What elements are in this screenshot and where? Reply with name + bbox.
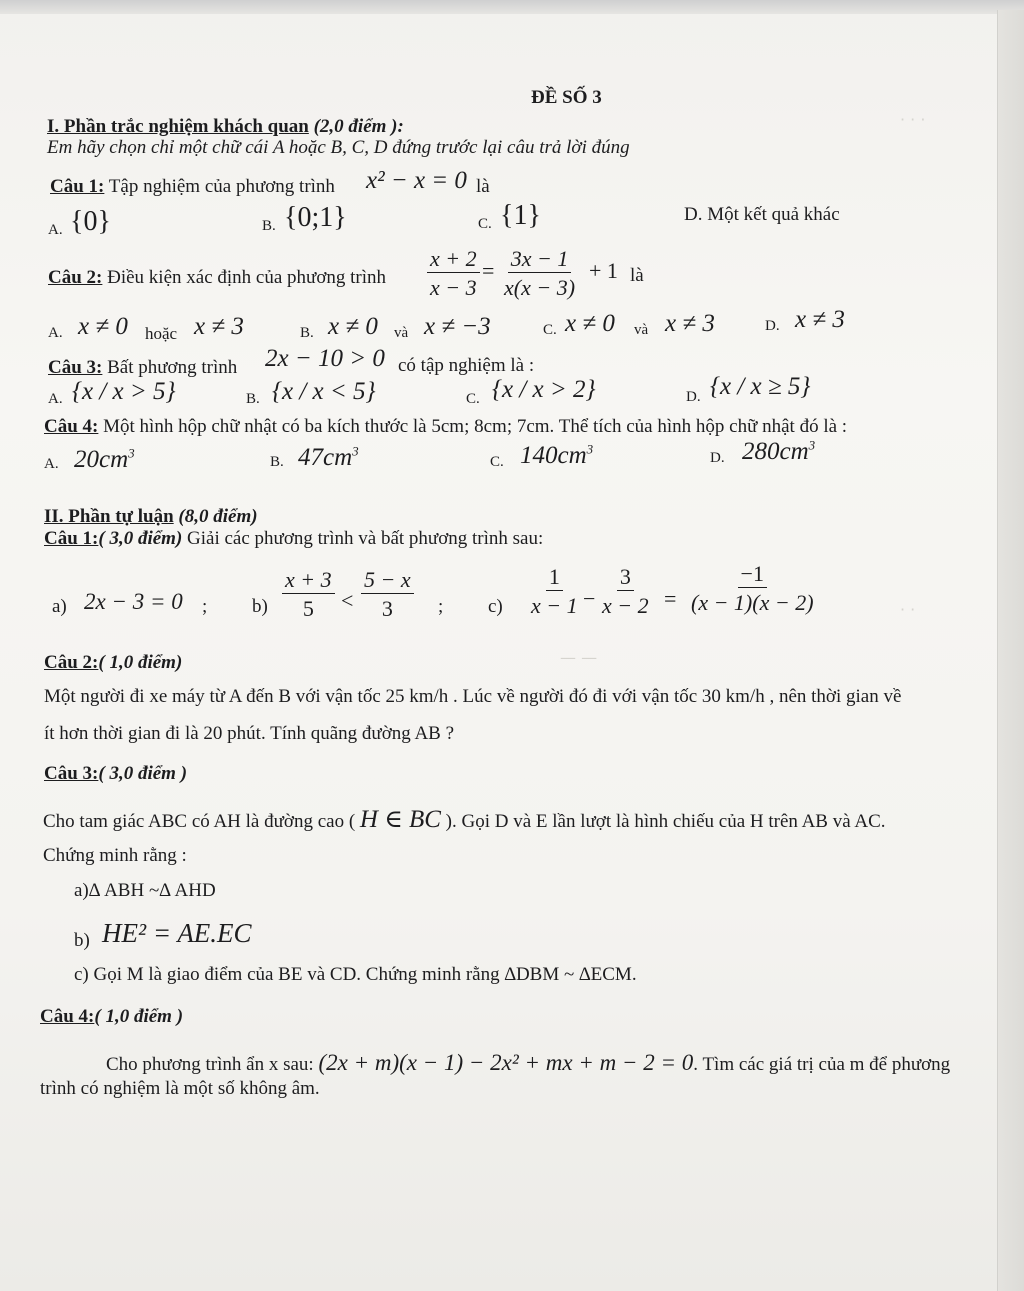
q4-option-b-value: 47cm bbox=[298, 444, 353, 471]
q2-equals: = bbox=[482, 258, 495, 283]
q2-option-c-cond1: x ≠ 0 bbox=[565, 310, 615, 337]
q1-option-b-value: {0;1} bbox=[284, 202, 347, 233]
q2-suffix: là bbox=[630, 265, 644, 286]
c1-b-separator: ; bbox=[438, 596, 444, 617]
q4-option-a-exponent: 3 bbox=[128, 445, 135, 461]
c1-c-denominator2: x − 2 bbox=[602, 593, 649, 619]
c1-c-numerator1: 1 bbox=[546, 565, 563, 591]
show-through-mark: · · · bbox=[900, 110, 926, 129]
q3-inequality bbox=[265, 345, 385, 374]
c3-heading bbox=[44, 763, 187, 785]
q2-fraction-right bbox=[501, 247, 578, 299]
q2-frac1-denominator: x − 3 bbox=[430, 275, 477, 301]
c1-b-denominator2: 3 bbox=[381, 596, 393, 622]
q1-stem bbox=[50, 176, 335, 198]
q3-option-d-letter: D. bbox=[686, 389, 701, 405]
show-through-mark: · · bbox=[900, 600, 916, 619]
q1-option-a-letter: A. bbox=[48, 222, 63, 238]
show-through-mark: — — bbox=[560, 648, 598, 667]
c4-line1-start: Cho phương trình ẩn x sau: bbox=[106, 1054, 314, 1075]
c3-part-c: c) Gọi M là giao điểm của BE và CD. Chứng minh rằng ∆DBM ~ ∆ECM. bbox=[74, 964, 637, 985]
c1-b-numerator1: x + 3 bbox=[282, 568, 335, 594]
q2-frac2-numerator: 3x − 1 bbox=[508, 247, 572, 273]
c1-c-fraction2 bbox=[599, 565, 652, 617]
c3-line2: Chứng minh rằng : bbox=[43, 845, 187, 866]
q2-option-b-cond2: x ≠ −3 bbox=[424, 313, 491, 340]
q4-option-c-letter: C. bbox=[490, 454, 504, 470]
c1-b-less-than: < bbox=[341, 588, 354, 613]
part2-heading: II. Phần tự luận bbox=[44, 506, 174, 527]
q3-option-c-letter: C. bbox=[466, 391, 480, 407]
q2-fraction-left bbox=[427, 247, 480, 299]
c1-c-numerator2: 3 bbox=[617, 565, 634, 591]
exam-title: ĐỀ SỐ 3 bbox=[531, 87, 602, 108]
q3-suffix: có tập nghiệm là : bbox=[398, 355, 535, 376]
q4-option-b bbox=[298, 444, 359, 473]
q3-stem bbox=[48, 357, 237, 379]
c1-b-denominator1: 5 bbox=[302, 596, 314, 622]
q3-inequality-text: 2x − 10 > 0 bbox=[265, 345, 385, 372]
c3-line1-math: H ∈ BC bbox=[359, 806, 441, 833]
q3-option-a-value: {x / x > 5} bbox=[72, 378, 176, 405]
q2-option-c-join: và bbox=[634, 322, 649, 338]
q4-option-d-letter: D. bbox=[710, 450, 725, 466]
c1-b-label: b) bbox=[252, 596, 268, 617]
q4-text: Một hình hộp chữ nhật có ba kích thước là 5cm; 8cm; 7cm. Thể tích của hình hộp chữ nhật đó là : bbox=[103, 416, 848, 437]
c1-a-equation-text: 2x − 3 = 0 bbox=[84, 589, 183, 614]
part2-points: (8,0 điểm) bbox=[178, 506, 258, 527]
q2-option-c-letter: C. bbox=[543, 322, 557, 338]
q2-option-a-letter: A. bbox=[48, 325, 63, 341]
c3-part-b-math: HE² = AE.EC bbox=[102, 918, 252, 948]
c1-c-minus: − bbox=[583, 586, 596, 611]
c4-line1-math: (2x + m)(x − 1) − 2x² + mx + m − 2 = 0 bbox=[318, 1050, 694, 1075]
q1-option-d-letter: D. bbox=[684, 204, 703, 225]
q1-option-c-value: {1} bbox=[500, 200, 541, 231]
c3-line1 bbox=[43, 806, 886, 835]
c1-a-equation bbox=[84, 589, 183, 615]
q2-frac1-numerator: x + 2 bbox=[427, 247, 480, 273]
q4-option-c-exponent: 3 bbox=[586, 441, 594, 457]
q2-stem bbox=[48, 267, 386, 289]
q3-option-c-value: {x / x > 2} bbox=[492, 376, 596, 403]
q1-equation: x² − x = 0 bbox=[366, 167, 467, 194]
q2-option-b-letter: B. bbox=[300, 325, 314, 341]
q2-label: Câu 2: bbox=[48, 267, 103, 288]
q2-option-d-cond1: x ≠ 3 bbox=[795, 306, 845, 333]
q4-stem bbox=[44, 416, 847, 438]
c2-label: Câu 2: bbox=[44, 652, 99, 673]
c3-line1-end: ). Gọi D và E lần lượt là hình chiếu của H trên AB và AC. bbox=[445, 811, 886, 832]
q2-option-b-cond1: x ≠ 0 bbox=[328, 313, 378, 340]
c3-line1-start: Cho tam giác ABC có AH là đường cao ( bbox=[43, 811, 356, 832]
q1-option-d bbox=[684, 204, 840, 226]
c1-c-equals: = bbox=[664, 586, 677, 611]
q2-frac2-denominator: x(x − 3) bbox=[504, 275, 576, 301]
q1-label: Câu 1: bbox=[50, 176, 105, 197]
c1-b-fraction-right bbox=[361, 568, 414, 620]
q4-option-b-exponent: 3 bbox=[352, 443, 359, 459]
q4-option-c-value: 140cm bbox=[520, 442, 587, 469]
part1-instruction: Em hãy chọn chỉ một chữ cái A hoặc B, C, D đứng trước lại câu trả lời đúng bbox=[47, 137, 630, 158]
q4-option-a-value: 20cm bbox=[74, 446, 129, 473]
c1-c-fraction3 bbox=[688, 562, 817, 614]
q4-option-d bbox=[742, 438, 815, 467]
c4-label: Câu 4: bbox=[40, 1006, 95, 1027]
q2-option-b-join: và bbox=[394, 325, 409, 341]
q3-option-a-letter: A. bbox=[48, 391, 63, 407]
q1-option-b-letter: B. bbox=[262, 218, 276, 234]
c1-a-separator: ; bbox=[202, 596, 208, 617]
q3-text: Bất phương trình bbox=[107, 357, 238, 378]
q2-option-a-cond1: x ≠ 0 bbox=[78, 313, 128, 340]
part1-heading-line bbox=[47, 116, 404, 138]
c1-stem bbox=[44, 528, 543, 550]
underlying-sheet-edge bbox=[997, 10, 1024, 1291]
c1-c-denominator1: x − 1 bbox=[531, 593, 578, 619]
q4-option-b-letter: B. bbox=[270, 454, 284, 470]
q3-label: Câu 3: bbox=[48, 357, 103, 378]
q4-option-d-exponent: 3 bbox=[808, 437, 816, 453]
q2-option-a-cond2: x ≠ 3 bbox=[194, 313, 244, 340]
c2-line2: ít hơn thời gian đi là 20 phút. Tính quãng đường AB ? bbox=[44, 723, 455, 744]
part2-heading-line bbox=[44, 506, 258, 528]
c1-b-fraction-left bbox=[282, 568, 335, 620]
q3-option-d-value: {x / x ≥ 5} bbox=[710, 373, 811, 400]
q4-option-d-value: 280cm bbox=[742, 438, 809, 465]
top-paper-strip bbox=[0, 0, 1024, 14]
q2-option-c-cond2: x ≠ 3 bbox=[665, 310, 715, 337]
q2-plus-one: + 1 bbox=[589, 258, 618, 283]
c1-c-fraction1 bbox=[528, 565, 581, 617]
c1-label: Câu 1: bbox=[44, 528, 99, 549]
c4-points: ( 1,0 điểm ) bbox=[94, 1006, 184, 1027]
c1-a-label: a) bbox=[52, 596, 67, 617]
q1-option-c-letter: C. bbox=[478, 216, 492, 232]
c4-line1 bbox=[106, 1050, 950, 1076]
c1-b-numerator2: 5 − x bbox=[361, 568, 414, 594]
q2-option-a-join: hoặc bbox=[145, 324, 178, 343]
c3-part-b-label: b) bbox=[74, 930, 90, 951]
c1-points: ( 3,0 điểm) bbox=[98, 528, 183, 549]
c1-c-denominator3: (x − 1)(x − 2) bbox=[691, 590, 814, 616]
c3-label: Câu 3: bbox=[44, 763, 99, 784]
c1-c-numerator3: −1 bbox=[738, 562, 767, 588]
c1-text: Giải các phương trình và bất phương trình sau: bbox=[187, 528, 544, 549]
c2-points: ( 1,0 điểm) bbox=[98, 652, 183, 673]
q1-option-d-value: Một kết quả khác bbox=[707, 204, 840, 225]
q4-option-a bbox=[74, 446, 135, 475]
q3-option-b-letter: B. bbox=[246, 391, 260, 407]
part1-points: (2,0 điểm ): bbox=[313, 116, 404, 137]
c4-line1-end: . Tìm các giá trị của m để phương bbox=[693, 1054, 951, 1075]
c2-heading bbox=[44, 652, 182, 674]
c3-part-a: a)∆ ABH ~∆ AHD bbox=[74, 880, 216, 901]
c2-line1: Một người đi xe máy từ A đến B với vận tốc 25 km/h . Lúc về người đó đi với vận tốc 30 km/h , nên thời gian về bbox=[44, 686, 902, 707]
q1-suffix: là bbox=[476, 176, 490, 197]
q4-option-a-letter: A. bbox=[44, 456, 59, 472]
c4-line2: trình có nghiệm là một số không âm. bbox=[40, 1078, 320, 1099]
c3-points: ( 3,0 điểm ) bbox=[98, 763, 188, 784]
q4-label: Câu 4: bbox=[44, 416, 99, 437]
q1-option-a-value: {0} bbox=[70, 206, 111, 237]
q4-option-c bbox=[520, 442, 593, 471]
q2-text: Điều kiện xác định của phương trình bbox=[107, 267, 387, 288]
q1-text: Tập nghiệm của phương trình bbox=[108, 176, 335, 197]
q3-option-b-value: {x / x < 5} bbox=[272, 378, 376, 405]
c1-c-label: c) bbox=[488, 596, 503, 617]
q2-option-d-letter: D. bbox=[765, 318, 780, 334]
c4-heading bbox=[40, 1006, 183, 1028]
part1-heading: I. Phần trắc nghiệm khách quan bbox=[47, 116, 309, 137]
